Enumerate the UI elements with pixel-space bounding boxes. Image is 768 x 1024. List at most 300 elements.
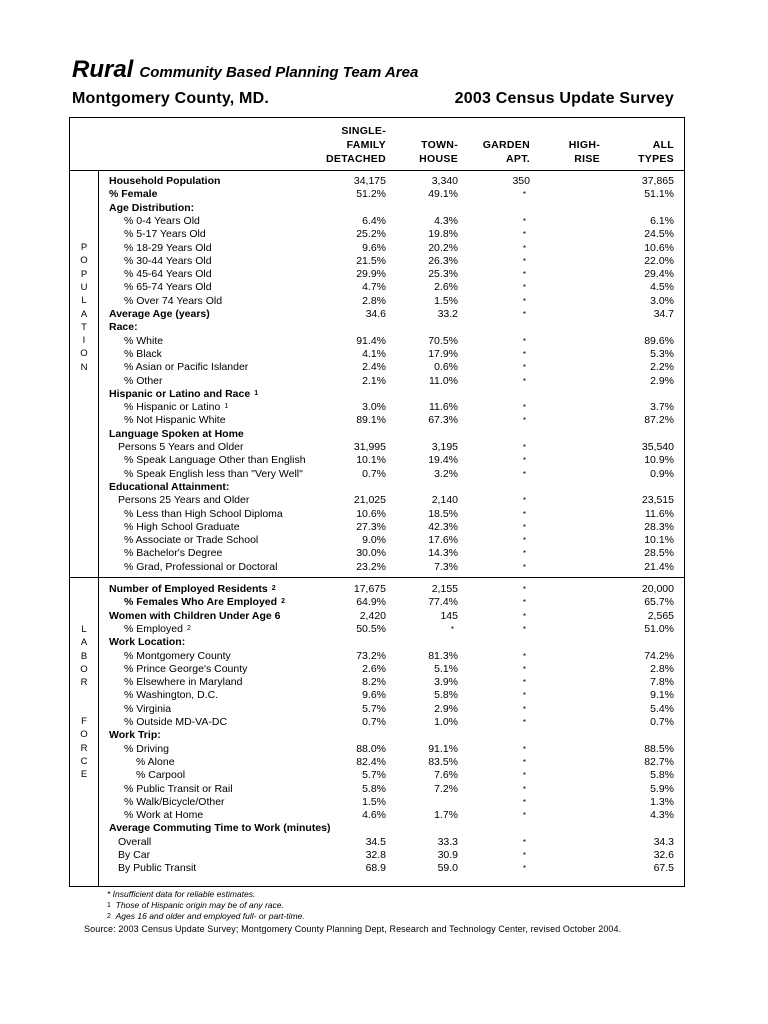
- side-letter: O: [80, 663, 88, 675]
- row-label: [109, 583, 276, 596]
- cell-col-0: 21.5%: [356, 254, 386, 267]
- cell-col-2: *: [522, 336, 526, 346]
- cell-col-4: 6.1%: [650, 214, 674, 227]
- cell-col-2: *: [522, 349, 526, 359]
- cell-col-2: *: [522, 664, 526, 674]
- cell-col-0: 5.8%: [362, 782, 386, 795]
- row-label: [136, 756, 175, 769]
- cell-col-4: 67.5: [653, 862, 674, 875]
- row-label-text: Overall: [118, 835, 152, 848]
- row-label-text: % 65-74 Years Old: [124, 281, 212, 294]
- cell-col-4: 10.6%: [644, 241, 674, 254]
- row-label-text: % High School Graduate: [124, 520, 240, 533]
- table-row: [0, 202, 768, 215]
- row-label: [109, 729, 161, 742]
- footnotes: [107, 889, 305, 922]
- row-label: [124, 796, 225, 809]
- row-label-text: % Bachelor's Degree: [124, 547, 223, 560]
- cell-col-4: 5.8%: [650, 769, 674, 782]
- cell-col-2: *: [522, 598, 526, 608]
- cell-col-4: 24.5%: [644, 228, 674, 241]
- side-letter: P: [80, 268, 88, 280]
- row-label-text: % Prince George's County: [124, 662, 248, 675]
- cell-col-0: 2.6%: [362, 662, 386, 675]
- row-label-text: % Work at Home: [124, 809, 204, 822]
- table-row: [0, 361, 768, 374]
- row-label: [109, 388, 258, 401]
- row-label-text: % 0-4 Years Old: [124, 214, 200, 227]
- cell-col-1: 7.6%: [434, 769, 458, 782]
- table-row: [0, 375, 768, 388]
- side-letter: I: [82, 335, 86, 347]
- cell-col-4: 2.9%: [650, 374, 674, 387]
- row-label: [124, 361, 248, 374]
- row-label: [124, 401, 228, 414]
- row-label-text: % Speak Language Other than English: [124, 454, 306, 467]
- cell-col-1: 19.4%: [428, 454, 458, 467]
- cell-col-1: 7.2%: [434, 782, 458, 795]
- cell-col-4: 35,540: [641, 441, 674, 453]
- table-row: [0, 388, 768, 401]
- table-row: [0, 849, 768, 862]
- row-label: [124, 743, 169, 756]
- row-label: [124, 716, 227, 729]
- cell-col-1: 2,155: [431, 583, 458, 595]
- cell-col-4: 10.1%: [644, 534, 674, 547]
- row-label-text: Hispanic or Latino and Race: [109, 387, 251, 400]
- cell-col-4: 23,515: [641, 494, 674, 507]
- cell-col-1: 81.3%: [428, 649, 458, 662]
- row-label: [109, 610, 281, 623]
- row-label: [109, 175, 220, 188]
- cell-col-0: 4.7%: [362, 281, 386, 294]
- row-label-text: Educational Attainment:: [109, 480, 230, 493]
- table-row: [0, 481, 768, 494]
- side-letter: R: [80, 677, 88, 689]
- row-label: [124, 561, 277, 574]
- cell-col-2: *: [522, 403, 526, 413]
- side-letter: F: [81, 716, 87, 727]
- title-sub: Community Based Planning Team Area: [139, 64, 419, 81]
- row-label-text: % Not Hispanic White: [124, 414, 226, 427]
- row-label: [124, 215, 200, 228]
- row-label-text: % Other: [124, 374, 163, 387]
- row-label: [109, 321, 138, 334]
- table-row: [0, 242, 768, 255]
- table-row: [0, 268, 768, 281]
- row-label: [109, 822, 331, 835]
- row-label-text: % Walk/Bicycle/Other: [124, 795, 225, 808]
- cell-col-0: 64.9%: [356, 596, 386, 609]
- cell-col-0: 30.0%: [356, 547, 386, 560]
- footnote-mark-2: 2: [107, 913, 111, 920]
- table-row: [0, 636, 768, 649]
- cell-col-2: *: [522, 585, 526, 594]
- cell-col-1: 2.9%: [434, 702, 458, 715]
- table-row: [0, 188, 768, 201]
- row-label-text: % Elsewhere in Maryland: [124, 676, 243, 689]
- cell-col-1: 19.8%: [428, 228, 458, 241]
- row-label: [124, 783, 233, 796]
- cell-col-4: 5.9%: [650, 782, 674, 795]
- row-label-text: Race:: [109, 321, 138, 334]
- footnote-hispanic: [107, 900, 305, 911]
- row-label-text: % Over 74 Years Old: [124, 294, 223, 307]
- cell-col-0: 34.6: [365, 308, 386, 320]
- row-label-text: % Montgomery County: [124, 649, 231, 662]
- row-label: [118, 836, 151, 849]
- cell-col-2: *: [522, 651, 526, 661]
- cell-col-1: 3.9%: [434, 676, 458, 689]
- row-label-text: % Virginia: [124, 702, 172, 715]
- cell-col-1: 2,140: [431, 494, 458, 507]
- cell-col-2: *: [522, 784, 526, 794]
- row-label-text: Language Spoken at Home: [109, 427, 244, 440]
- row-label-text: % Washington, D.C.: [124, 689, 219, 702]
- row-label-text: % Asian or Pacific Islander: [124, 361, 249, 374]
- cell-col-1: 1.5%: [434, 294, 458, 307]
- row-label-text: % Employed: [124, 622, 183, 635]
- cell-col-0: 0.7%: [362, 716, 386, 728]
- cell-col-2: *: [522, 678, 526, 688]
- cell-col-0: 17,675: [353, 583, 386, 595]
- cell-col-2: *: [522, 536, 526, 546]
- cell-col-0: 1.5%: [362, 795, 386, 808]
- row-label: [124, 375, 163, 388]
- row-label-text: % 5-17 Years Old: [124, 228, 206, 241]
- cell-col-0: 5.7%: [362, 769, 386, 782]
- table-row: [0, 335, 768, 348]
- cell-col-0: 8.2%: [362, 676, 386, 689]
- cell-col-1: 11.0%: [429, 374, 458, 387]
- cell-col-0: 32.8: [365, 849, 386, 861]
- side-letter: U: [80, 281, 88, 293]
- cell-col-0: 2.4%: [362, 361, 386, 374]
- row-label-text: Number of Employed Residents: [109, 583, 268, 595]
- cell-col-2: *: [522, 744, 526, 754]
- cell-col-2: *: [522, 270, 526, 280]
- footnote-marker: 2: [271, 585, 276, 592]
- table-row: [0, 228, 768, 241]
- row-label: [124, 508, 283, 521]
- table-row: [0, 547, 768, 560]
- cell-col-2: *: [522, 851, 526, 860]
- row-label: [124, 689, 218, 702]
- cell-col-0: 51.2%: [356, 188, 386, 201]
- cell-col-1: *: [450, 624, 454, 634]
- cell-col-4: 0.7%: [650, 716, 674, 728]
- cell-col-4: 74.2%: [644, 649, 674, 662]
- row-label: [124, 650, 231, 663]
- table-row: [0, 255, 768, 268]
- row-label-text: Persons 25 Years and Older: [118, 494, 250, 507]
- cell-col-4: 89.6%: [644, 334, 674, 347]
- cell-col-0: 27.3%: [356, 520, 386, 533]
- row-label-text: Persons 5 Years and Older: [118, 441, 244, 453]
- row-label: [124, 255, 212, 268]
- table-row: [0, 468, 768, 481]
- table-row: [0, 689, 768, 702]
- row-label: [109, 428, 244, 441]
- side-letter: O: [80, 348, 88, 360]
- table-row: [0, 494, 768, 507]
- footnote-marker: 2: [281, 598, 285, 606]
- cell-col-1: 42.3%: [428, 520, 458, 533]
- cell-col-1: 49.1%: [428, 188, 458, 201]
- cell-col-2: *: [522, 811, 526, 821]
- cell-col-2: *: [522, 296, 526, 306]
- cell-col-1: 30.9: [437, 849, 458, 861]
- cell-col-1: 26.3%: [428, 254, 458, 267]
- row-label-text: Work Location:: [109, 636, 186, 649]
- table-row: [0, 729, 768, 742]
- cell-col-2: *: [522, 864, 526, 874]
- cell-col-2: *: [522, 797, 526, 807]
- table-row: [0, 348, 768, 361]
- cell-col-2: *: [522, 363, 526, 373]
- footnote-marker: 2: [186, 624, 191, 632]
- cell-col-2: *: [522, 376, 526, 386]
- row-label: [109, 636, 185, 649]
- table-row: [0, 862, 768, 875]
- row-label-text: % 18-29 Years Old: [124, 241, 212, 254]
- row-label: [109, 481, 229, 494]
- table-row: [0, 836, 768, 849]
- cell-col-2: *: [522, 443, 526, 452]
- cell-col-2: *: [522, 837, 526, 847]
- cell-col-2: *: [522, 496, 526, 506]
- cell-col-0: 29.9%: [356, 268, 386, 281]
- table-row: [0, 596, 768, 609]
- cell-col-4: 22.0%: [644, 254, 674, 267]
- footnote-mark-1: 1: [107, 902, 111, 909]
- cell-col-4: 3.0%: [650, 294, 674, 307]
- cell-col-0: 21,025: [353, 494, 386, 507]
- cell-col-4: 21.4%: [644, 560, 674, 573]
- table-row: [0, 428, 768, 441]
- cell-col-0: 2.1%: [362, 374, 386, 387]
- column-header-3: HIGH- RISE: [568, 139, 600, 165]
- row-label: [124, 809, 203, 822]
- side-letter: P: [80, 242, 88, 253]
- table-row: [0, 521, 768, 534]
- cell-col-0: 34.5: [365, 835, 386, 848]
- cell-col-2: *: [522, 704, 526, 714]
- header-divider: [69, 170, 685, 171]
- cell-col-2: *: [522, 718, 526, 727]
- table-row: [0, 703, 768, 716]
- cell-col-0: 88.0%: [356, 742, 386, 755]
- cell-col-1: 20.2%: [428, 241, 458, 254]
- row-label-text: Work Trip:: [109, 729, 161, 742]
- row-label: [109, 308, 210, 321]
- row-label-text: % Alone: [136, 755, 175, 768]
- row-label: [124, 242, 212, 255]
- row-label-text: Women with Children Under Age 6: [109, 609, 281, 622]
- side-letter: O: [80, 255, 88, 267]
- row-label: [124, 335, 163, 348]
- table-row: [0, 663, 768, 676]
- cell-col-2: *: [522, 256, 526, 266]
- row-label: [124, 268, 212, 281]
- cell-col-0: 5.7%: [362, 702, 386, 715]
- cell-col-0: 82.4%: [356, 755, 386, 768]
- table-row: [0, 743, 768, 756]
- row-label: [124, 623, 191, 636]
- cell-col-0: 0.7%: [362, 467, 386, 480]
- cell-col-4: 34.3: [653, 835, 674, 848]
- row-label: [124, 468, 303, 481]
- cell-col-1: 17.6%: [428, 534, 458, 547]
- footnote-marker: 1: [224, 403, 229, 411]
- cell-col-4: 37,865: [641, 175, 674, 187]
- cell-col-0: 10.6%: [356, 507, 386, 520]
- row-label-text: % Grad, Professional or Doctoral: [124, 560, 278, 573]
- cell-col-0: 2.8%: [362, 294, 386, 307]
- row-label-text: % White: [124, 334, 164, 347]
- cell-col-2: *: [522, 310, 526, 319]
- side-letter: C: [80, 755, 88, 767]
- cell-col-1: 77.4%: [428, 596, 458, 609]
- table-row: [0, 441, 768, 454]
- cell-col-0: 68.9: [365, 862, 386, 875]
- row-label-text: % Black: [124, 347, 162, 360]
- row-label: [109, 188, 157, 201]
- cell-col-0: 89.1%: [356, 414, 386, 427]
- cell-col-2: *: [522, 624, 526, 634]
- cell-col-2: 350: [512, 175, 530, 187]
- cell-col-1: 3,340: [431, 175, 458, 187]
- cell-col-1: 17.9%: [428, 347, 458, 360]
- cell-col-2: *: [522, 230, 526, 240]
- cell-col-1: 33.3: [437, 835, 458, 848]
- cell-col-4: 4.3%: [650, 809, 674, 822]
- row-label: [118, 849, 150, 862]
- footnote-ages-text: Ages 16 and older and employed full- or part-time.: [115, 911, 305, 921]
- cell-col-4: 7.8%: [650, 676, 674, 689]
- cell-col-4: 29.4%: [644, 268, 674, 281]
- side-letter: L: [81, 624, 87, 635]
- cell-col-1: 70.5%: [428, 334, 458, 347]
- cell-col-0: 6.4%: [362, 214, 386, 227]
- cell-col-1: 83.5%: [428, 755, 458, 768]
- cell-col-0: 9.0%: [362, 534, 386, 547]
- table-row: [0, 295, 768, 308]
- cell-col-1: 7.3%: [434, 560, 458, 573]
- cell-col-4: 5.4%: [650, 702, 674, 715]
- cell-col-2: *: [522, 416, 526, 426]
- table-row: [0, 623, 768, 636]
- cell-col-4: 28.3%: [644, 520, 674, 533]
- cell-col-2: *: [522, 611, 526, 621]
- row-label-text: % Female: [109, 188, 158, 201]
- table-row: [0, 281, 768, 294]
- cell-col-4: 4.5%: [650, 281, 674, 294]
- row-label: [124, 295, 222, 308]
- side-letter: L: [81, 295, 87, 307]
- row-label-text: By Public Transit: [118, 862, 197, 875]
- cell-col-0: 23.2%: [356, 560, 386, 573]
- cell-col-1: 67.3%: [428, 414, 458, 427]
- cell-col-1: 5.8%: [434, 689, 458, 702]
- cell-col-1: 14.3%: [428, 547, 458, 560]
- side-letter: A: [80, 637, 88, 649]
- cell-col-2: *: [522, 562, 526, 572]
- table-row: [0, 809, 768, 822]
- cell-col-2: *: [522, 456, 526, 466]
- cell-col-4: 2.2%: [650, 361, 674, 374]
- cell-col-0: 34,175: [353, 175, 386, 187]
- table-row: [0, 414, 768, 427]
- cell-col-0: 2,420: [359, 609, 386, 622]
- row-label-text: Average Age (years): [109, 308, 210, 320]
- row-label: [118, 441, 244, 454]
- cell-col-1: 3,195: [431, 441, 458, 453]
- cell-col-1: 18.5%: [428, 507, 458, 520]
- row-label-text: Age Distribution:: [109, 201, 195, 214]
- row-label: [124, 547, 222, 560]
- cell-col-1: 145: [440, 609, 458, 622]
- row-label: [124, 228, 206, 241]
- row-label-text: % Public Transit or Rail: [124, 782, 233, 795]
- footnote-ages: [107, 911, 305, 922]
- row-label-text: % Associate or Trade School: [124, 534, 259, 547]
- cell-col-1: 33.2: [437, 308, 458, 320]
- cell-col-4: 5.3%: [650, 347, 674, 360]
- row-label: [124, 348, 162, 361]
- side-letter: E: [80, 769, 88, 781]
- column-header-1: TOWN- HOUSE: [419, 139, 458, 165]
- cell-col-0: 10.1%: [356, 454, 386, 467]
- side-letter: B: [80, 650, 88, 662]
- row-label-text: % Carpool: [136, 769, 186, 782]
- cell-col-0: 31,995: [353, 441, 386, 453]
- table-row: [0, 650, 768, 663]
- cell-col-1: 2.6%: [434, 281, 458, 294]
- cell-col-1: 11.6%: [429, 401, 458, 414]
- cell-col-1: 59.0: [437, 862, 458, 875]
- table-row: [0, 454, 768, 467]
- row-label-text: % Driving: [124, 742, 169, 755]
- cell-col-2: *: [522, 243, 526, 253]
- cell-col-4: 10.9%: [644, 454, 674, 467]
- cell-col-2: *: [522, 691, 526, 701]
- row-label: [118, 494, 249, 507]
- footnote-marker: 1: [254, 389, 259, 397]
- row-label: [109, 202, 194, 215]
- row-label-text: % Outside MD-VA-DC: [124, 716, 228, 728]
- cell-col-0: 9.6%: [362, 241, 386, 254]
- cell-col-1: 1.7%: [434, 809, 458, 822]
- column-header-2: GARDEN APT.: [482, 139, 530, 165]
- footnote-insufficient: * Insufficient data for reliable estimates.: [107, 889, 256, 899]
- cell-col-1: 1.0%: [434, 716, 458, 728]
- table-row: [0, 215, 768, 228]
- row-label-text: % 30-44 Years Old: [124, 254, 212, 267]
- cell-col-2: *: [522, 757, 526, 767]
- row-label: [124, 521, 240, 534]
- row-label: [124, 703, 171, 716]
- cell-col-0: 3.0%: [362, 401, 386, 414]
- cell-col-4: 32.6: [653, 849, 674, 861]
- cell-col-0: 73.2%: [356, 649, 386, 662]
- cell-col-0: 4.1%: [362, 347, 386, 360]
- row-label: [124, 281, 212, 294]
- row-label: [124, 414, 226, 427]
- footnote-hispanic-text: Those of Hispanic origin may be of any race.: [115, 900, 284, 910]
- cell-col-4: 65.7%: [644, 596, 674, 609]
- row-label: [124, 534, 258, 547]
